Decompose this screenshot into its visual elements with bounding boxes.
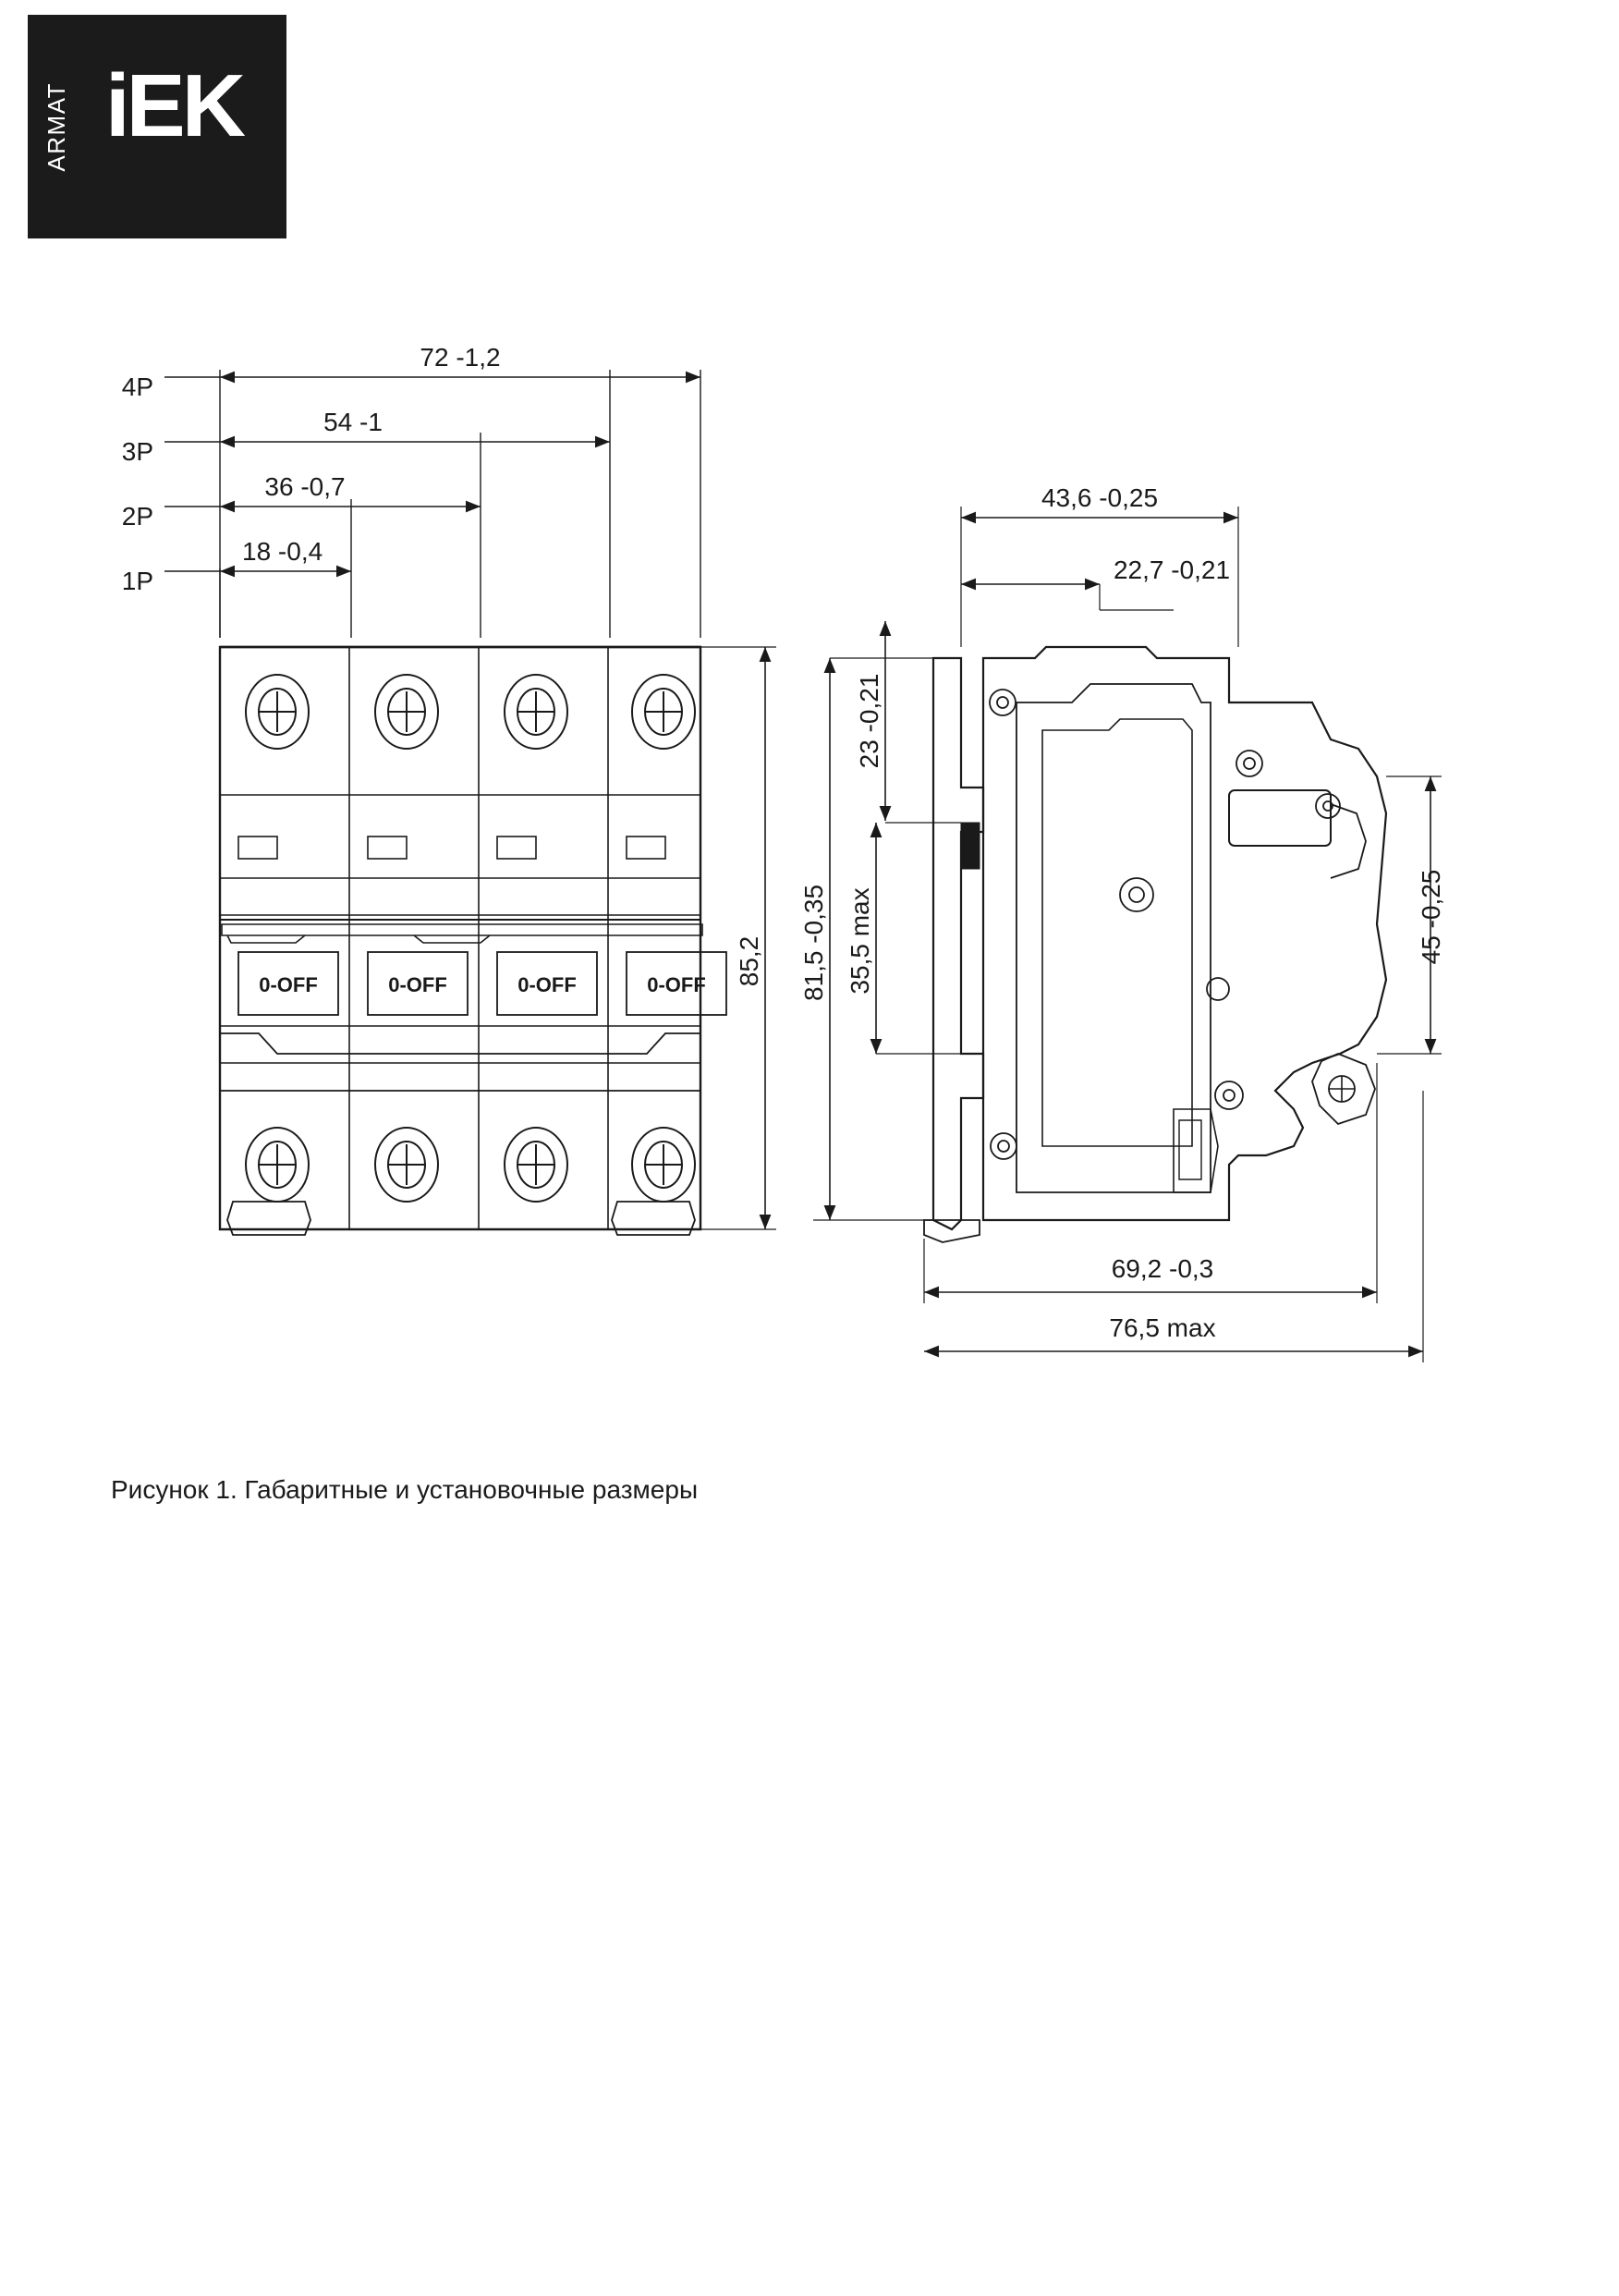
dim-85-2: 85,2 [735,935,763,987]
pole-label-4p: 4P [121,372,153,401]
dim-76-5: 76,5 max [1109,1313,1216,1342]
dim-23: 23 -0,21 [855,673,883,769]
dim-81-5: 81,5 -0,35 [799,884,828,1002]
pole-label-3p: 3P [121,437,153,466]
front-view-group [164,370,776,1235]
dim-22-7: 22,7 -0,21 [1113,556,1231,584]
pole-label-2p: 2P [121,502,153,531]
figure-caption: Рисунок 1. Габаритные и установочные размеры [111,1475,699,1504]
iek-logo-text: iEK [105,56,243,155]
dim-18: 18 -0,4 [242,537,323,566]
switch-label-1: 0-OFF [259,973,318,996]
dim-54: 54 -1 [323,408,383,436]
dim-43-6: 43,6 -0,25 [1041,483,1159,512]
switch-label-4: 0-OFF [647,973,706,996]
brand-series-text: ARMAT [42,81,70,172]
dim-69-2: 69,2 -0,3 [1111,1254,1214,1283]
dim-36: 36 -0,7 [264,472,346,501]
switch-label-3: 0-OFF [517,973,577,996]
dim-72: 72 -1,2 [420,343,501,372]
side-view-group [813,507,1442,1362]
pole-label-1p: 1P [121,567,153,595]
dim-35-5: 35,5 max [846,887,874,995]
switch-label-2: 0-OFF [388,973,447,996]
dim-45: 45 -0,25 [1417,869,1445,965]
